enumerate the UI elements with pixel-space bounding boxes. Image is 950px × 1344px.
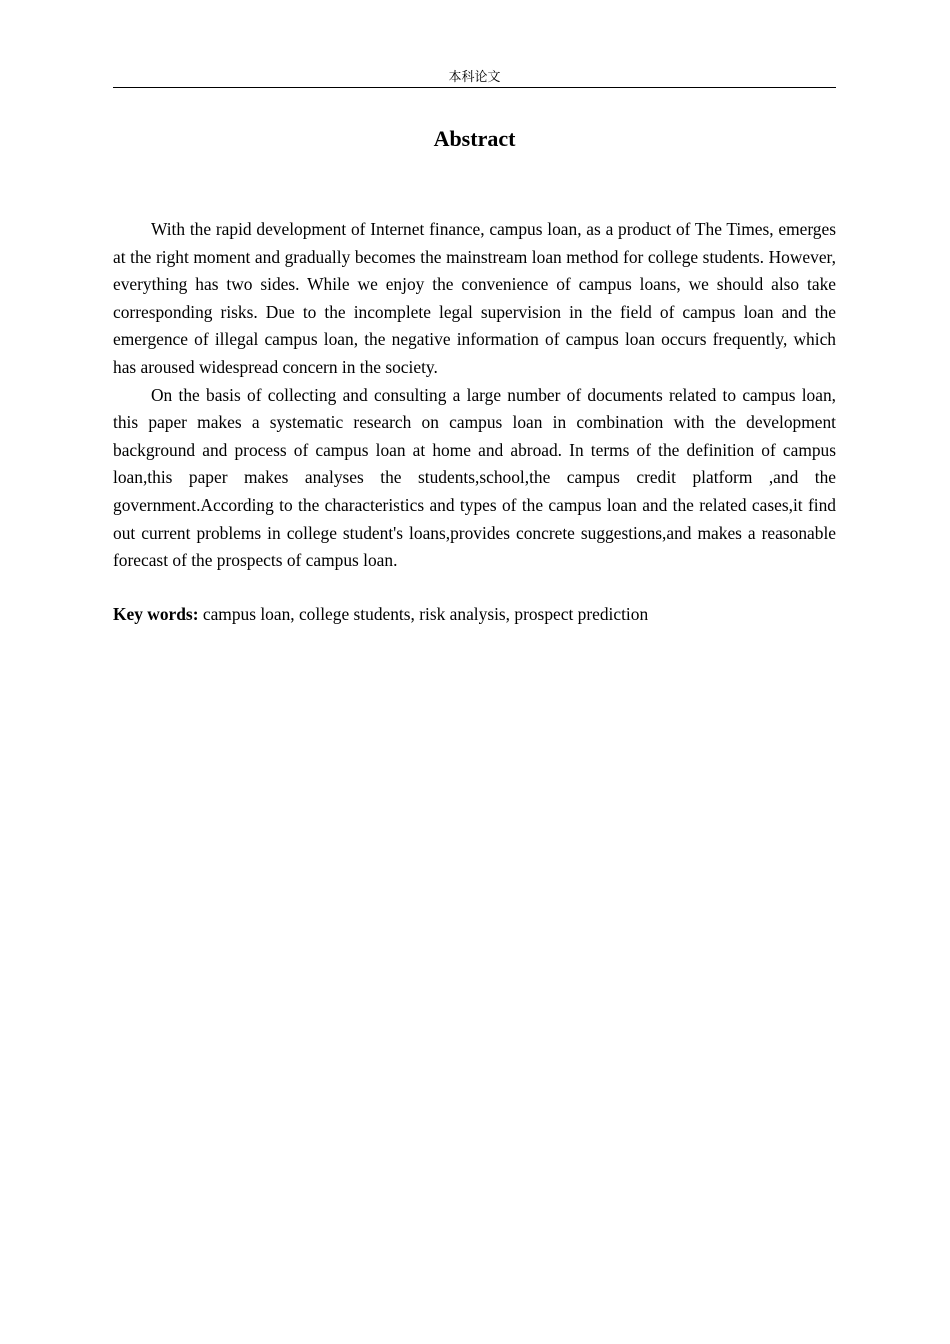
abstract-title: Abstract (433, 126, 516, 151)
keywords-line (113, 601, 836, 629)
keywords-label: Key words: (113, 604, 199, 624)
running-header: 本科论文 (113, 66, 836, 88)
keywords-text: campus loan, college students, risk analysis, prospect prediction (202, 604, 649, 624)
abstract-paragraph-1: With the rapid development of Internet finance, campus loan, as a product of The Times, emerges at the right moment and gradually becomes the mainstream loan method for college students. However, everything has two sides. While we enjoy the convenience of campus loans, we should also take corresponding risks. Due to the incomplete legal supervision in the field of campus loan and the emergence of illegal campus loan, the negative information of campus loan occurs frequently, which has aroused widespread concern in the society. (113, 219, 836, 377)
abstract-paragraph-2: On the basis of collecting and consulting a large number of documents related to campus loan, this paper makes a systematic research on campus loan in combination with the development background and process of campus loan at home and abroad. In terms of the definition of campus loan,this paper makes analyses the students,school,the campus credit platform ,and the government.According to the characteristics and types of the campus loan and the related cases,it find out current problems in college student's loans,provides concrete suggestions,and makes a reasonable forecast of the prospects of campus loan. (113, 384, 836, 571)
abstract-body (113, 216, 836, 575)
